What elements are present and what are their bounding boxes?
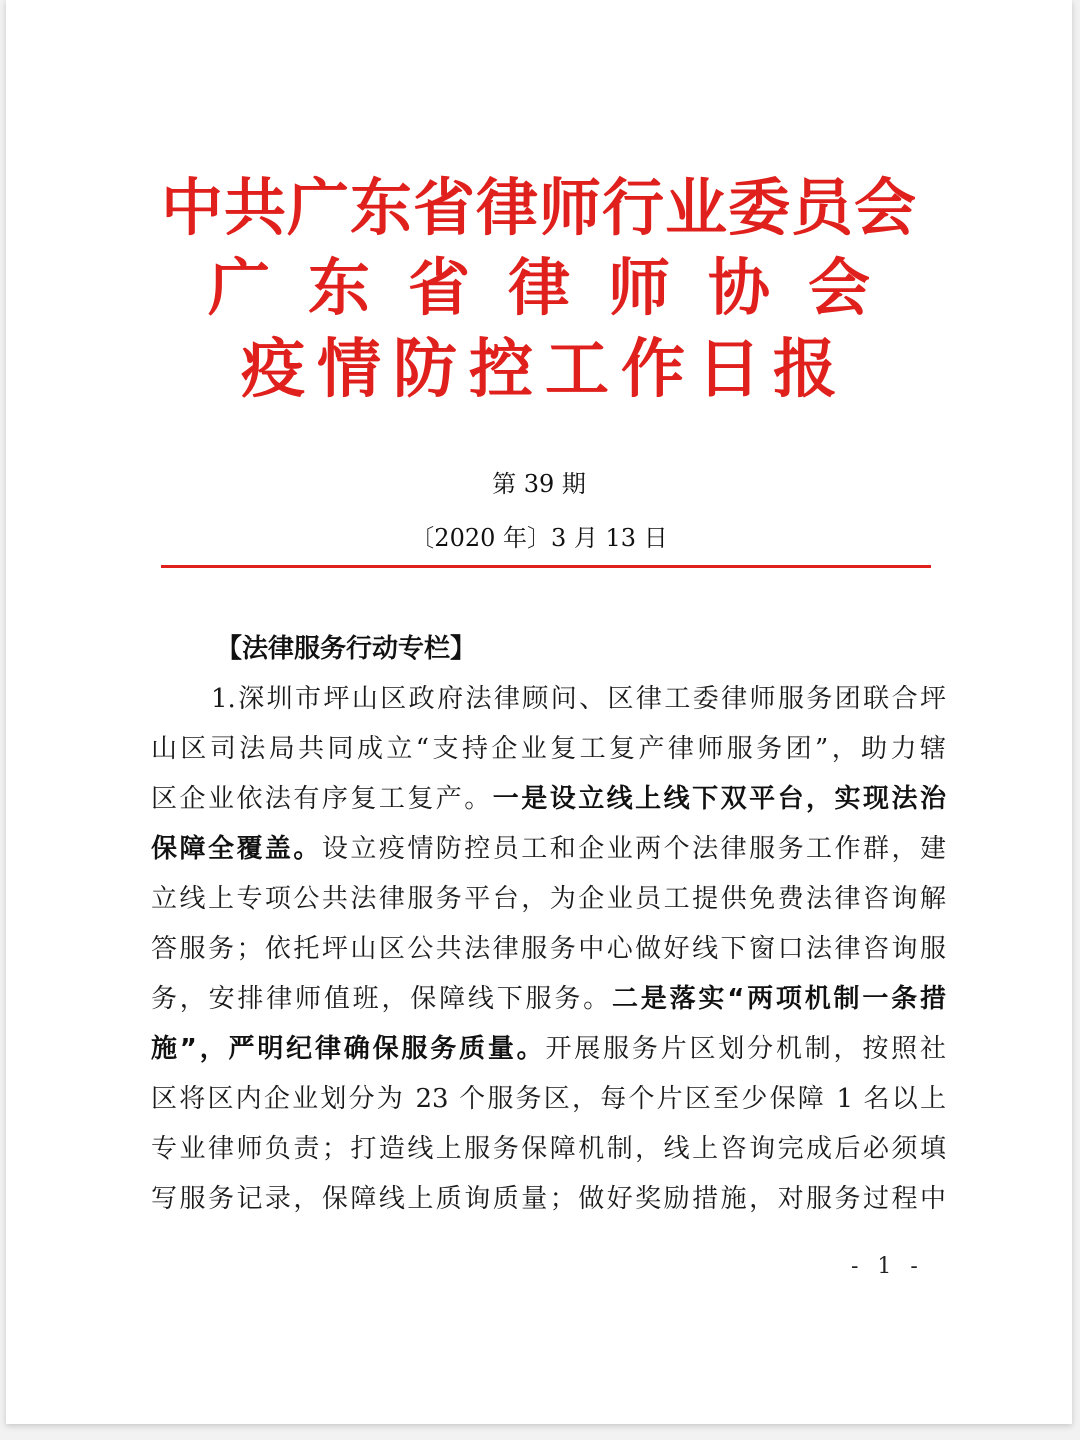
- masthead-line-2: 广东省律师协会: [207, 251, 908, 324]
- column-heading: 【法律服务行动专栏】: [216, 634, 477, 664]
- paragraph-line: [151, 1131, 946, 1167]
- line-text: 答服务；依托坪山区公共法律服务中心做好线下窗口法律咨询服: [151, 934, 946, 964]
- line-text: 设立疫情防控员工和企业两个法律服务工作群，建: [321, 834, 946, 864]
- paragraph-line: [151, 781, 946, 817]
- line-text: 写服务记录，保障线上质询质量；做好奖励措施，对服务过程中: [151, 1184, 946, 1214]
- issue-number: 第 39 期: [492, 470, 586, 498]
- paragraph-line: [211, 681, 946, 717]
- paragraph-line: [151, 1031, 946, 1067]
- issue-date: 〔2020 年〕3 月 13 日: [410, 524, 668, 552]
- line-text: 开展服务片区划分机制，按照社: [545, 1034, 946, 1064]
- line-text: 1.深圳市坪山区政府法律顾问、区律工委律师服务团联合坪: [211, 684, 946, 714]
- line-text: 专业律师负责；打造线上服务保障机制，线上咨询完成后必须填: [151, 1134, 946, 1164]
- paragraph-line: [151, 831, 946, 867]
- paragraph-line: [151, 981, 946, 1017]
- line-text: 区企业依法有序复工复产。: [151, 784, 493, 814]
- bold-text: 保障全覆盖。: [151, 834, 322, 864]
- document-page: [6, 0, 1072, 1424]
- page-number: - 1 -: [851, 1254, 924, 1279]
- paragraph-line: [151, 1181, 946, 1217]
- paragraph-line: [151, 931, 946, 967]
- line-text: 立线上专项公共法律服务平台，为企业员工提供免费法律咨询解: [151, 884, 946, 914]
- line-text: 区将区内企业划分为 23 个服务区，每个片区至少保障 1 名以上: [151, 1084, 946, 1114]
- masthead-line-3: 疫情防控工作日报: [241, 332, 849, 407]
- bold-text: 二是落实“两项机制一条措: [611, 984, 946, 1014]
- paragraph-line: [151, 881, 946, 917]
- paragraph-line: [151, 731, 946, 767]
- bold-text: 施”，严明纪律确保服务质量。: [151, 1034, 546, 1064]
- paragraph-line: [151, 1081, 946, 1117]
- red-divider: [161, 565, 931, 568]
- bold-text: 一是设立线上线下双平台，实现法治: [492, 784, 946, 814]
- masthead-line-1: 中共广东省律师行业委员会: [160, 171, 917, 244]
- line-text: 务，安排律师值班，保障线下服务。: [151, 984, 612, 1014]
- line-text: 山区司法局共同成立“支持企业复工复产律师服务团”，助力辖: [151, 734, 946, 764]
